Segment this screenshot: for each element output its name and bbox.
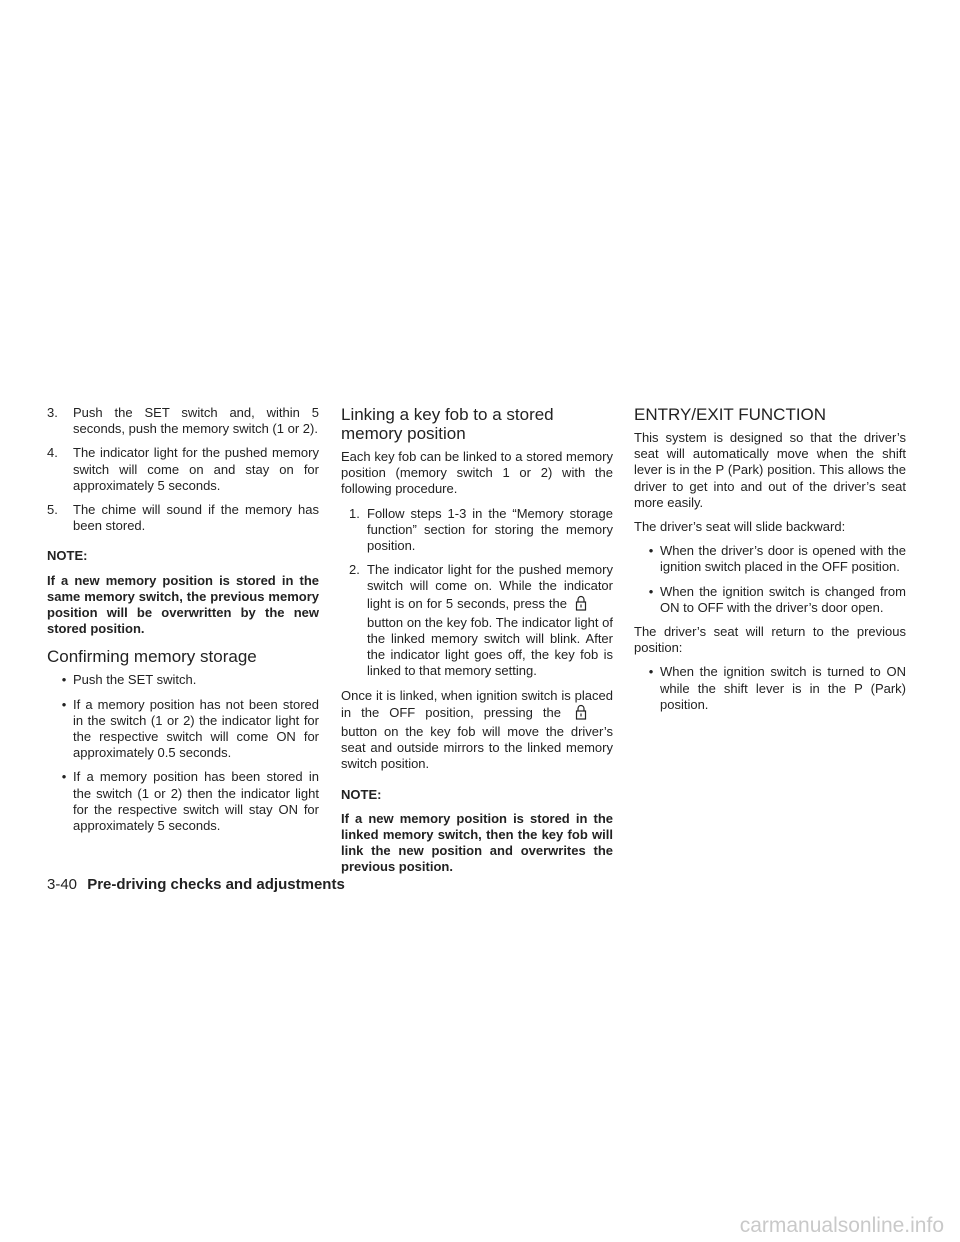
note-title: NOTE:: [341, 786, 382, 802]
bullet-icon: •: [648, 583, 654, 599]
bullet-text: Push the SET switch.: [73, 672, 197, 688]
step-3: [47, 405, 319, 437]
bullet-item: [634, 543, 906, 575]
bullet-text: When the ignition switch is turned to ON while the shift lever is in the P (Park) position.: [660, 664, 906, 712]
step-4: [47, 445, 319, 494]
step-number: 5.: [47, 502, 58, 518]
step-text: Push the SET switch and, within 5 seconds, push the memory switch (1 or 2).: [73, 405, 319, 437]
step-2: [341, 562, 613, 679]
slide-backward-label: The driver’s seat will slide backward:: [634, 519, 846, 535]
bullet-text: When the driver’s door is opened with the ignition switch placed in the OFF position.: [660, 543, 906, 575]
section-heading-confirming: Confirming memory storage: [47, 647, 257, 667]
entry-exit-intro: This system is designed so that the driver’s seat will automatically move when the shift lever is in the P (Park) position. This allows the driver to get into and out of the driver’s seat more easily.: [634, 430, 906, 510]
step-number: 3.: [47, 405, 58, 420]
note-title: NOTE:: [47, 548, 88, 564]
bullet-icon: •: [648, 664, 654, 680]
bullet-item: [47, 769, 319, 834]
step-text: [367, 562, 613, 679]
step-number: 4.: [47, 445, 58, 461]
step-number: 2.: [349, 562, 360, 578]
bullet-text: If a memory position has been stored in the switch (1 or 2) then the indicator light for the respective switch will stay ON for approximately 5 seconds.: [73, 769, 319, 834]
linking-paragraph-part-a: Once it is linked, when ignition switch is placed in the OFF position, pressing the: [341, 687, 613, 720]
note-text: If a new memory position is stored in the linked memory switch, then the key fob will link the new position and overwrites the previous position.: [341, 810, 613, 875]
note-text: If a new memory position is stored in the same memory switch, the previous memory position will be overwritten by the new stored position.: [47, 572, 319, 637]
page-number: 3-40: [47, 876, 78, 893]
linking-paragraph: [341, 688, 613, 773]
bullet-icon: •: [61, 672, 67, 688]
column-2: [341, 405, 613, 886]
step-text-part-b: button on the key fob. The indicator light of the linked memory switch will blink. After the indicator light goes off, the key fob is linked to that memory setting.: [367, 614, 613, 679]
step-text: The indicator light for the pushed memory switch will come on and stay on for approximately 5 seconds.: [73, 445, 319, 493]
bullet-item: [47, 697, 319, 762]
column-3: [634, 405, 906, 721]
step-text: Follow steps 1-3 in the “Memory storage function” section for storing the memory position.: [367, 505, 613, 554]
watermark: carmanualsonline.info: [739, 1213, 944, 1237]
step-text: The chime will sound if the memory has been stored.: [73, 502, 319, 534]
step-number: 1.: [349, 505, 360, 521]
section-title: Pre-driving checks and adjustments: [87, 876, 345, 893]
column-1: [47, 405, 319, 842]
key-fob-lock-icon: [575, 595, 587, 615]
linking-paragraph-part-b: button on the key fob will move the driver’s seat and outside mirrors to the linked memory switch position.: [341, 724, 613, 772]
bullet-icon: •: [61, 769, 67, 785]
linking-intro: Each key fob can be linked to a stored memory position (memory switch 1 or 2) with the following procedure.: [341, 449, 613, 497]
bullet-text: When the ignition switch is changed from ON to OFF with the driver’s door open.: [660, 583, 906, 615]
key-fob-lock-icon: [575, 704, 587, 724]
page-footer: [47, 877, 345, 893]
bullet-item: [634, 664, 906, 713]
step-5: [47, 502, 319, 534]
bullet-icon: •: [61, 696, 67, 712]
bullet-item: [634, 584, 906, 616]
return-label: The driver’s seat will return to the previous position:: [634, 624, 906, 656]
section-heading-linking: Linking a key fob to a stored memory position: [341, 405, 554, 443]
bullet-item: [47, 672, 319, 688]
section-heading-entry-exit: ENTRY/EXIT FUNCTION: [634, 405, 827, 424]
step-text-part-a: The indicator light for the pushed memory switch will come on. While the indicator light is on for 5 seconds, press the: [367, 562, 613, 611]
bullet-icon: •: [648, 543, 654, 559]
step-1: [341, 506, 613, 555]
bullet-text: If a memory position has not been stored in the switch (1 or 2) the indicator light for the respective switch will come ON for approximately 0.5 seconds.: [73, 696, 319, 761]
